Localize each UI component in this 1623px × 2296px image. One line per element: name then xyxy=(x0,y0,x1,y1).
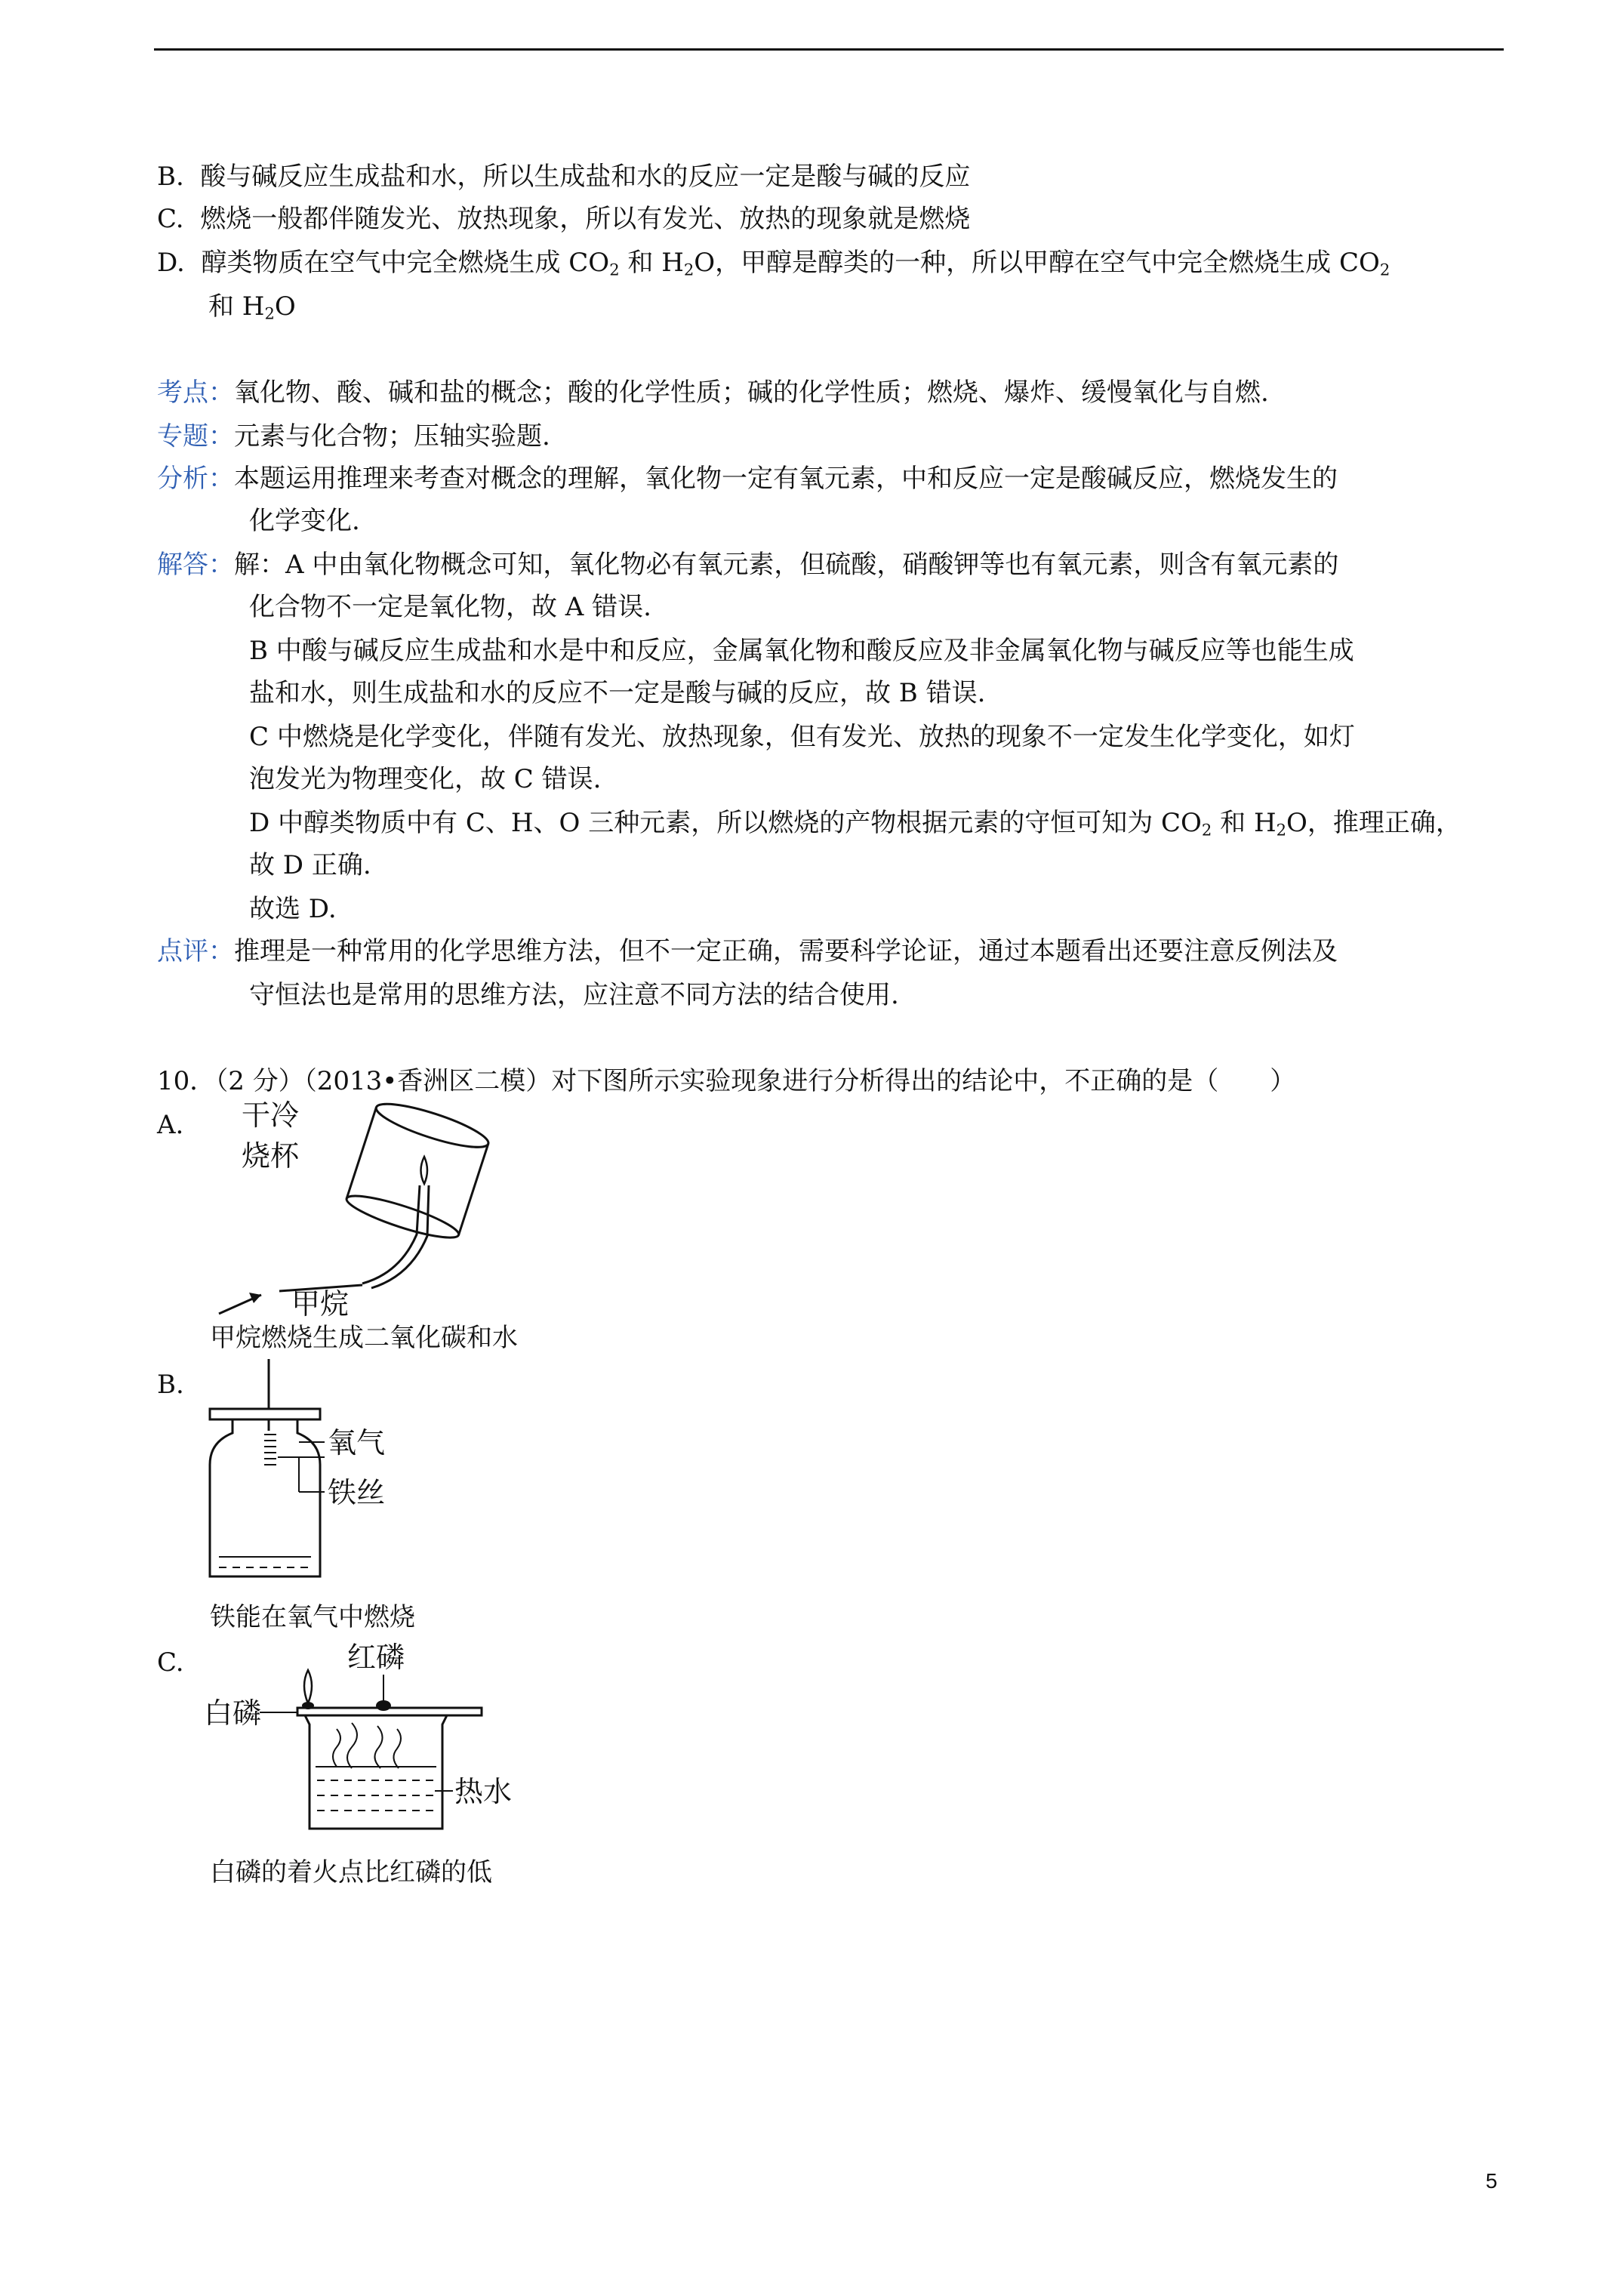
jieda-l6: 泡发光为物理变化，故 C 错误. xyxy=(249,764,602,794)
svg-text:热水: 热水 xyxy=(454,1775,513,1808)
option-d: D. 醇类物质在空气中完全燃烧生成 $CO_2$ 和 $H_2O$，甲醇是醇类的一种，所以甲醇在空气中完全燃烧生成 $CO_2$ xyxy=(157,248,1390,279)
svg-text:干冷: 干冷 xyxy=(242,1099,300,1132)
jieda: 解答：解：A 中由氧化物概念可知，氧化物必有氧元素，但硫酸，硝酸钾等也有氧元素，则含有氧元素的 xyxy=(157,550,1339,580)
jieda-l3: B 中酸与碱反应生成盐和水是中和反应，金属氧化物和酸反应及非金属氧化物与碱反应等也能生成 xyxy=(249,636,1354,666)
figure-c xyxy=(204,1631,513,1853)
dianping: 点评：推理是一种常用的化学思维方法，但不一定正确，需要科学论证，通过本题看出还要注意反例法及 xyxy=(157,936,1338,966)
jieda-l8: 故 D 正确. xyxy=(249,850,371,880)
figure-a xyxy=(204,1095,521,1321)
svg-text:铁丝: 铁丝 xyxy=(328,1476,386,1509)
jieda-l9: 故选 D. xyxy=(249,894,337,924)
svg-text:氧气: 氧气 xyxy=(328,1426,386,1459)
fig-a-label: A. xyxy=(157,1110,184,1140)
fig-a-caption: 甲烷燃烧生成二氧化碳和水 xyxy=(210,1323,518,1353)
phosphorus-hot-water-diagram xyxy=(204,1631,513,1850)
option-d-cont: 和 $H_2O$ xyxy=(208,291,296,323)
option-b: B. 酸与碱反应生成盐和水，所以生成盐和水的反应一定是酸与碱的反应 xyxy=(157,162,971,192)
kaodian: 考点：氧化物、酸、碱和盐的概念；酸的化学性质；碱的化学性质；燃烧、爆炸、缓慢氧化与自燃. xyxy=(157,378,1269,408)
question-10: 10．（2 分）（2013•香洲区二模）对下图所示实验现象进行分析得出的结论中，不正确的是（ ） xyxy=(157,1066,1296,1096)
page-number: 5 xyxy=(1486,2169,1498,2193)
header-rule xyxy=(154,48,1504,51)
dianping-cont: 守恒法也是常用的思维方法，应注意不同方法的结合使用. xyxy=(249,980,899,1010)
fig-c-label: C. xyxy=(157,1647,184,1678)
fig-b-caption: 铁能在氧气中燃烧 xyxy=(210,1602,415,1632)
svg-text:白磷: 白磷 xyxy=(204,1697,262,1730)
zhuanti: 专题：元素与化合物；压轴实验题. xyxy=(157,421,550,451)
methane-beaker-diagram xyxy=(204,1095,521,1321)
fig-c-caption: 白磷的着火点比红磷的低 xyxy=(210,1857,492,1888)
fenxi: 分析：本题运用推理来考查对概念的理解，氧化物一定有氧元素，中和反应一定是酸碱反应，燃烧发生的 xyxy=(157,464,1338,494)
svg-text:红磷: 红磷 xyxy=(347,1641,405,1674)
svg-text:甲烷: 甲烷 xyxy=(291,1287,350,1321)
svg-text:烧杯: 烧杯 xyxy=(242,1139,300,1173)
fenxi-cont: 化学变化. xyxy=(249,506,360,536)
option-c: C. 燃烧一般都伴随发光、放热现象，所以有发光、放热的现象就是燃烧 xyxy=(157,204,971,234)
fig-b-label: B. xyxy=(157,1370,184,1400)
jieda-l7: D 中醇类物质中有 C、H、O 三种元素，所以燃烧的产物根据元素的守恒可知为 $CO_2$ 和 $H_2O$，推理正确， xyxy=(249,808,1461,840)
jieda-l2: 化合物不一定是氧化物，故 A 错误. xyxy=(249,592,651,622)
jieda-l4: 盐和水，则生成盐和水的反应不一定是酸与碱的反应，故 B 错误. xyxy=(249,678,986,708)
jieda-l5: C 中燃烧是化学变化，伴随有发光、放热现象，但有发光、放热的现象不一定发生化学变化，如灯 xyxy=(249,722,1355,752)
figure-b xyxy=(204,1359,423,1589)
iron-oxygen-jar-diagram xyxy=(204,1359,423,1586)
